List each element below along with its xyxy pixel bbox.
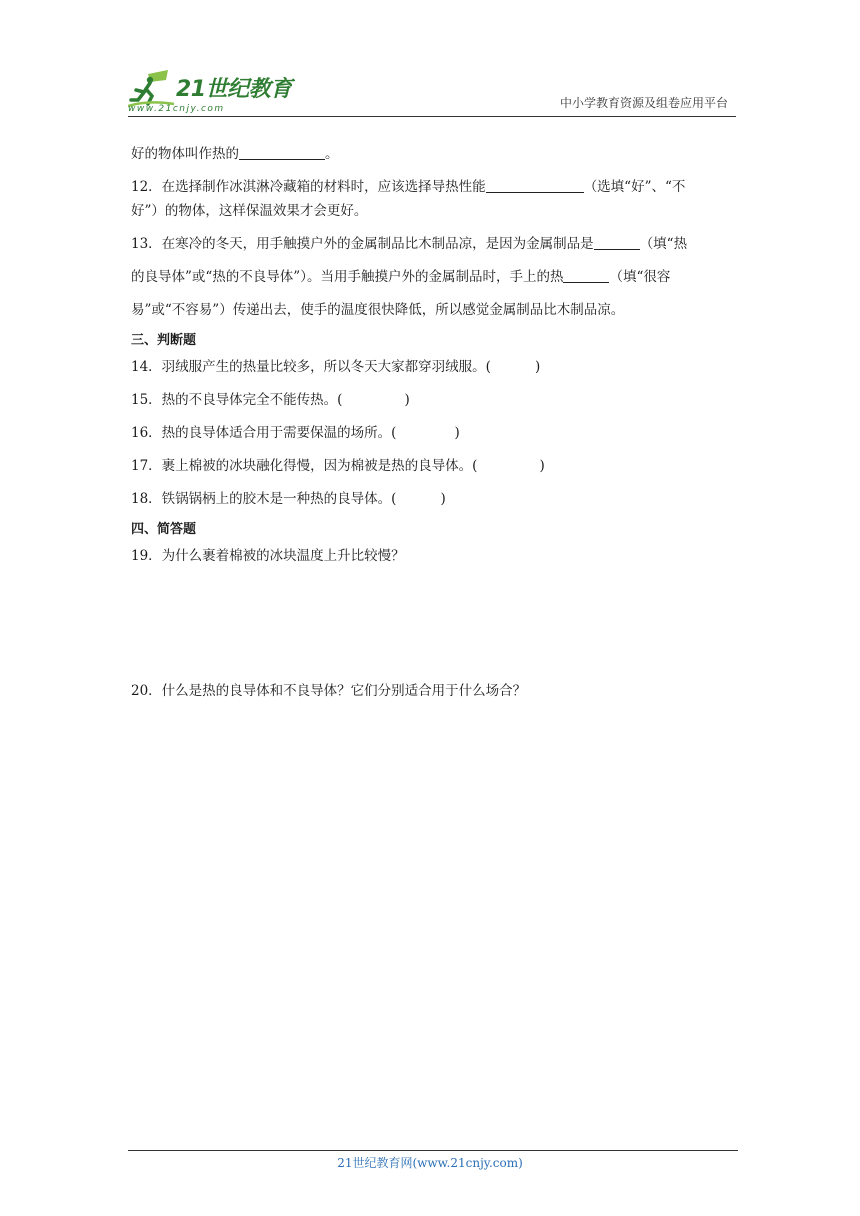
q13-line3: 易”或“不容易”）传递出去，使手的温度很快降低，所以感觉金属制品比木制品凉。 xyxy=(131,302,625,318)
header-tagline: 中小学教育资源及组卷应用平台 xyxy=(559,96,728,110)
q12-line2: 好”）的物体，这样保温效果才会更好。 xyxy=(131,203,368,219)
judge-item-18 xyxy=(131,487,737,511)
answer-blank[interactable] xyxy=(594,234,640,250)
question-20: 20．什么是热的良导体和不良导体？它们分别适合用于什么场合？ xyxy=(131,683,527,699)
judge-close: ) xyxy=(440,491,446,507)
q12-line1-end: （选填“好”、“不 xyxy=(583,179,686,195)
question-13 xyxy=(131,232,737,322)
q12-line1: 12．在选择制作冰淇淋冷藏箱的材料时，应该选择导热性能 xyxy=(131,179,486,195)
logo xyxy=(128,70,298,114)
q11-text: 好的物体叫作热的 xyxy=(131,146,239,162)
answer-blank[interactable] xyxy=(486,177,584,193)
q11-end: 。 xyxy=(325,146,339,162)
document-body xyxy=(131,142,737,1092)
q13-line2-end: （填“很容 xyxy=(609,269,671,285)
judge-item-16 xyxy=(131,421,737,445)
question-11-tail xyxy=(131,142,737,166)
footer-text: 21世纪教育网(www.21cnjy.com) xyxy=(337,1156,523,1170)
judge-close: ) xyxy=(454,425,460,441)
logo-url: www.21cnjy.com xyxy=(128,104,225,114)
question-12 xyxy=(131,175,737,223)
section-title-short-answer: 四、简答题 xyxy=(131,522,197,537)
logo-text: 21世纪教育 xyxy=(176,77,292,102)
header-divider xyxy=(128,116,736,117)
judge-text: 14．羽绒服产生的热量比较多，所以冬天大家都穿羽绒服。( xyxy=(131,359,491,375)
judge-text: 18．铁锅锅柄上的胶木是一种热的良导体。( xyxy=(131,491,397,507)
section-title-judge: 三、判断题 xyxy=(131,333,197,348)
judge-close: ) xyxy=(539,458,545,474)
page-header xyxy=(128,64,736,118)
q13-line2: 的良导体”或“热的不良导体”）。当用手触摸户外的金属制品时，手上的热 xyxy=(131,269,564,285)
judge-close: ) xyxy=(404,392,410,408)
judge-text: 15．热的不良导体完全不能传热。( xyxy=(131,392,343,408)
judge-text: 17．裹上棉被的冰块融化得慢，因为棉被是热的良导体。( xyxy=(131,458,478,474)
answer-blank[interactable] xyxy=(239,144,325,160)
answer-area-20[interactable] xyxy=(131,712,737,1092)
q13-line1: 13．在寒冷的冬天，用手触摸户外的金属制品比木制品凉，是因为金属制品是 xyxy=(131,236,594,252)
question-19: 19．为什么裹着棉被的冰块温度上升比较慢？ xyxy=(131,548,405,564)
judge-item-17 xyxy=(131,454,737,478)
judge-item-15 xyxy=(131,388,737,412)
footer-divider xyxy=(128,1150,738,1151)
answer-blank[interactable] xyxy=(563,267,609,283)
q13-line1-end: （填“热 xyxy=(639,236,688,252)
answer-area-19[interactable] xyxy=(131,577,737,679)
judge-item-14 xyxy=(131,355,737,379)
judge-text: 16．热的良导体适合用于需要保温的场所。( xyxy=(131,425,397,441)
judge-close: ) xyxy=(534,359,541,375)
